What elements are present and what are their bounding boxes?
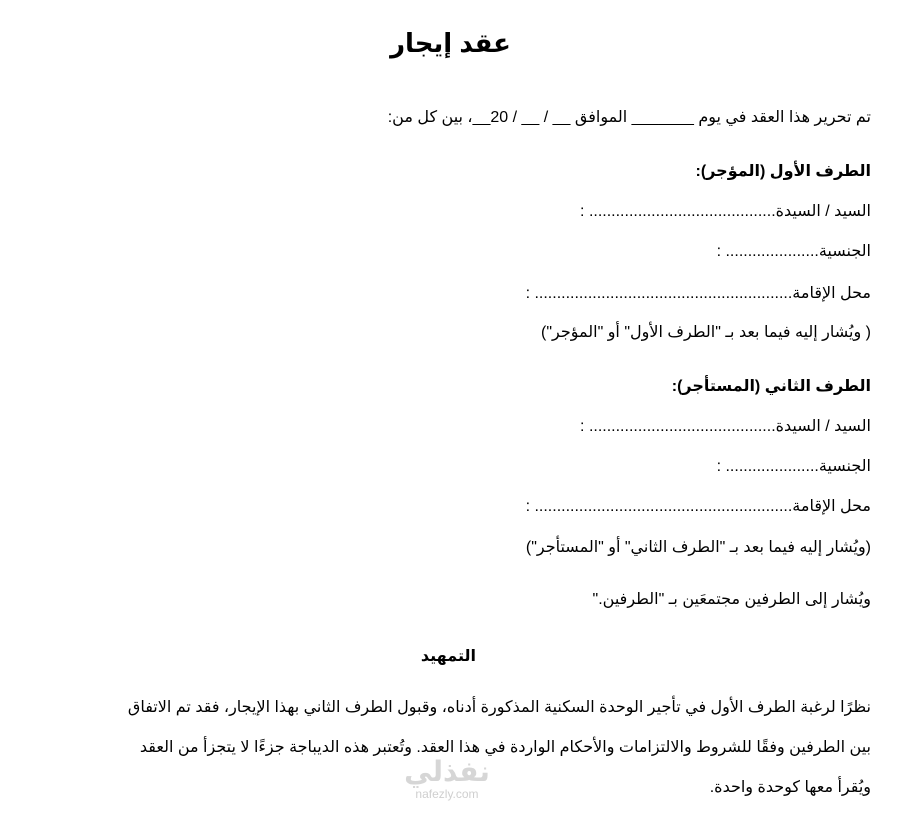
second-party-nationality-field: الجنسية..................... : (716, 458, 871, 475)
preamble-line-2: بين الطرفين وفقًا للشروط والالتزامات والأحكام الواردة في هذا العقد. وتُعتبر هذه الديباجة جزءًا لا يتجزأ من العقد (139, 739, 871, 756)
watermark-latin: nafezly.com (415, 787, 479, 801)
contract-intro: تم تحرير هذا العقد في يوم _______ الموافق __ / __ / 20__، بين كل من: (387, 109, 871, 126)
second-party-residence-field: محل الإقامة.......................................................... : (525, 498, 871, 515)
document-title: عقد إيجار (390, 28, 511, 58)
first-party-residence-field: محل الإقامة.......................................................... : (525, 285, 871, 302)
preamble-line-1: نظرًا لرغبة الطرف الأول في تأجير الوحدة السكنية المذكورة أدناه، وقبول الطرف الثاني بهذا الإيجار، فقد تم الاتفاق (127, 699, 871, 716)
preamble-line-3: ويُقرأ معها كوحدة واحدة. (709, 779, 871, 796)
first-party-name-field: السيد / السيدة.......................................... : (580, 203, 871, 220)
second-party-heading: الطرف الثاني (المستأجر): (671, 378, 871, 395)
second-party-name-field: السيد / السيدة.......................................... : (580, 418, 871, 435)
both-parties-statement: ويُشار إلى الطرفين مجتمعَين بـ "الطرفين." (592, 591, 871, 608)
first-party-nationality-field: الجنسية..................... : (716, 243, 871, 260)
first-party-heading: الطرف الأول (المؤجر): (695, 163, 871, 180)
watermark-arabic: نفذلي (404, 755, 490, 788)
preamble-heading: التمهيد (420, 648, 476, 665)
second-party-reference: (ويُشار إليه فيما بعد بـ "الطرف الثاني" أو "المستأجر") (525, 539, 871, 556)
first-party-reference: ( ويُشار إليه فيما بعد بـ "الطرف الأول" أو "المؤجر") (541, 324, 871, 341)
nafezly-watermark (392, 757, 502, 807)
